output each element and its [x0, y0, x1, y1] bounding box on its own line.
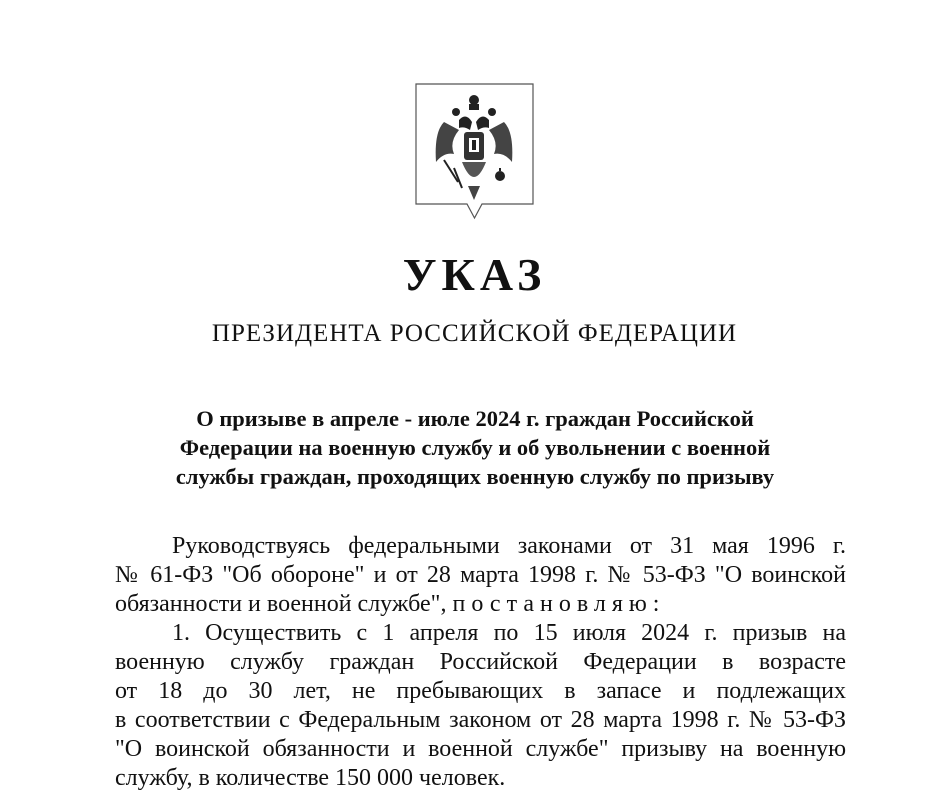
item-line: в соответствии с Федеральным законом от 28 марта 1998 г. № 53-ФЗ: [115, 707, 846, 733]
decree-body: [115, 532, 846, 793]
decree-word: постановляю:: [452, 591, 666, 617]
document-type-heading: УКАЗ: [402, 249, 547, 300]
preamble-text: обязанности и военной службе",: [115, 591, 453, 617]
coat-of-arms-emblem: [414, 82, 535, 222]
preamble-line-final: [115, 590, 846, 619]
item-line: службу, в количестве 150 000 человек.: [115, 765, 506, 791]
double-headed-eagle-icon: [414, 82, 535, 222]
decree-title: [120, 404, 830, 491]
issuer-heading: ПРЕЗИДЕНТА РОССИЙСКОЙ ФЕДЕРАЦИИ: [211, 320, 738, 347]
item-line: от 18 до 30 лет, не пребывающих в запасе и подлежащих: [115, 678, 846, 704]
item-line: военную службу граждан Российской Федерации в возрасте: [115, 649, 846, 675]
item-line: 1. Осуществить с 1 апреля по 15 июля 2024 г. призыв на: [172, 620, 846, 646]
title-line: Федерации на военную службу и об увольнении с военной: [179, 435, 771, 460]
title-line: службы граждан, проходящих военную службу по призыву: [175, 464, 775, 489]
item-line: "О воинской обязанности и военной службе" призыву на военную: [115, 736, 846, 762]
title-line: О призыве в апреле - июле 2024 г. граждан Российской: [196, 406, 754, 431]
preamble-line: Руководствуясь федеральными законами от 31 мая 1996 г.: [172, 533, 846, 559]
preamble-line: № 61-ФЗ "Об обороне" и от 28 марта 1998 г. № 53-ФЗ "О воинской: [115, 562, 846, 588]
